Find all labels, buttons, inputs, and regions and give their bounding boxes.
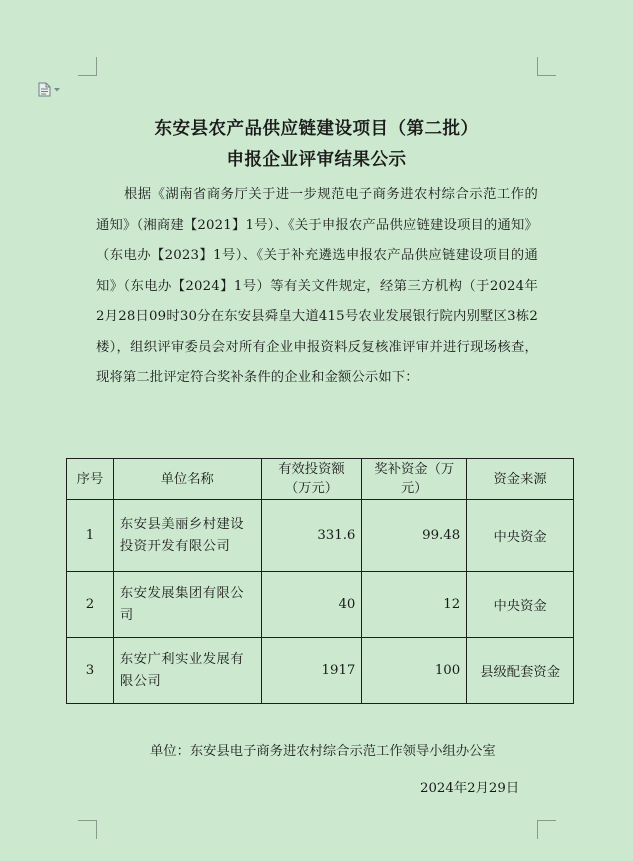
table-row	[67, 500, 574, 572]
cell-name: 东安县美丽乡村建设投资开发有限公司	[113, 500, 261, 572]
crop-mark-top-left	[78, 57, 97, 76]
table-header-row	[67, 459, 574, 500]
issuer-signature: 单位：东安县电子商务进农村综合示范工作领导小组办公室	[150, 744, 496, 759]
cell-name: 东安广利实业发展有限公司	[113, 638, 261, 704]
cell-source: 中央资金	[467, 500, 574, 572]
cell-subsidy: 12	[362, 572, 467, 638]
results-table	[66, 458, 574, 704]
cell-no: 2	[67, 572, 114, 638]
table-row	[67, 638, 574, 704]
cell-name: 东安发展集团有限公司	[113, 572, 261, 638]
header-source: 资金来源	[467, 459, 574, 500]
paste-options-button[interactable]	[38, 82, 60, 97]
cell-source: 县级配套资金	[467, 638, 574, 704]
header-name: 单位名称	[113, 459, 261, 500]
crop-mark-top-right	[537, 57, 556, 76]
document-title: 东安县农产品供应链建设项目（第二批）	[154, 119, 479, 139]
crop-mark-bottom-left	[78, 820, 97, 839]
crop-mark-bottom-right	[537, 820, 556, 839]
table-row	[67, 572, 574, 638]
issue-date: 2024年2月29日	[420, 781, 520, 796]
cell-investment: 40	[261, 572, 362, 638]
cell-subsidy: 100	[362, 638, 467, 704]
cell-subsidy: 99.48	[362, 500, 467, 572]
document-icon	[38, 82, 51, 97]
body-paragraph: 根据《湖南省商务厅关于进一步规范电子商务进农村综合示范工作的通知》（湘商建【2021】1号）、《关于申报农产品供应链建设项目的通知》（东电办【2023】1号）、《关于补充遴选申报农产品供应链建设项目的通知》（东电办【2024】1号）等有关文件规定，经第三方机构（于2024年2月28日09时30分在东安县舜皇大道415号农业发展银行院内别墅区3栋2楼），组织评审委员会对所有企业申报资料反复核准评审并进行现场核查，现将第二批评定符合奖补条件的企业和金额公示如下：	[96, 187, 538, 385]
cell-source: 中央资金	[467, 572, 574, 638]
cell-investment: 1917	[261, 638, 362, 704]
cell-no: 1	[67, 500, 114, 572]
header-subsidy: 奖补资金（万元）	[362, 459, 467, 500]
cell-investment: 331.6	[261, 500, 362, 572]
cell-no: 3	[67, 638, 114, 704]
header-no: 序号	[67, 459, 114, 500]
document-subtitle: 申报企业评审结果公示	[226, 150, 407, 170]
dropdown-arrow-icon	[54, 88, 60, 92]
header-investment: 有效投资额（万元）	[261, 459, 362, 500]
